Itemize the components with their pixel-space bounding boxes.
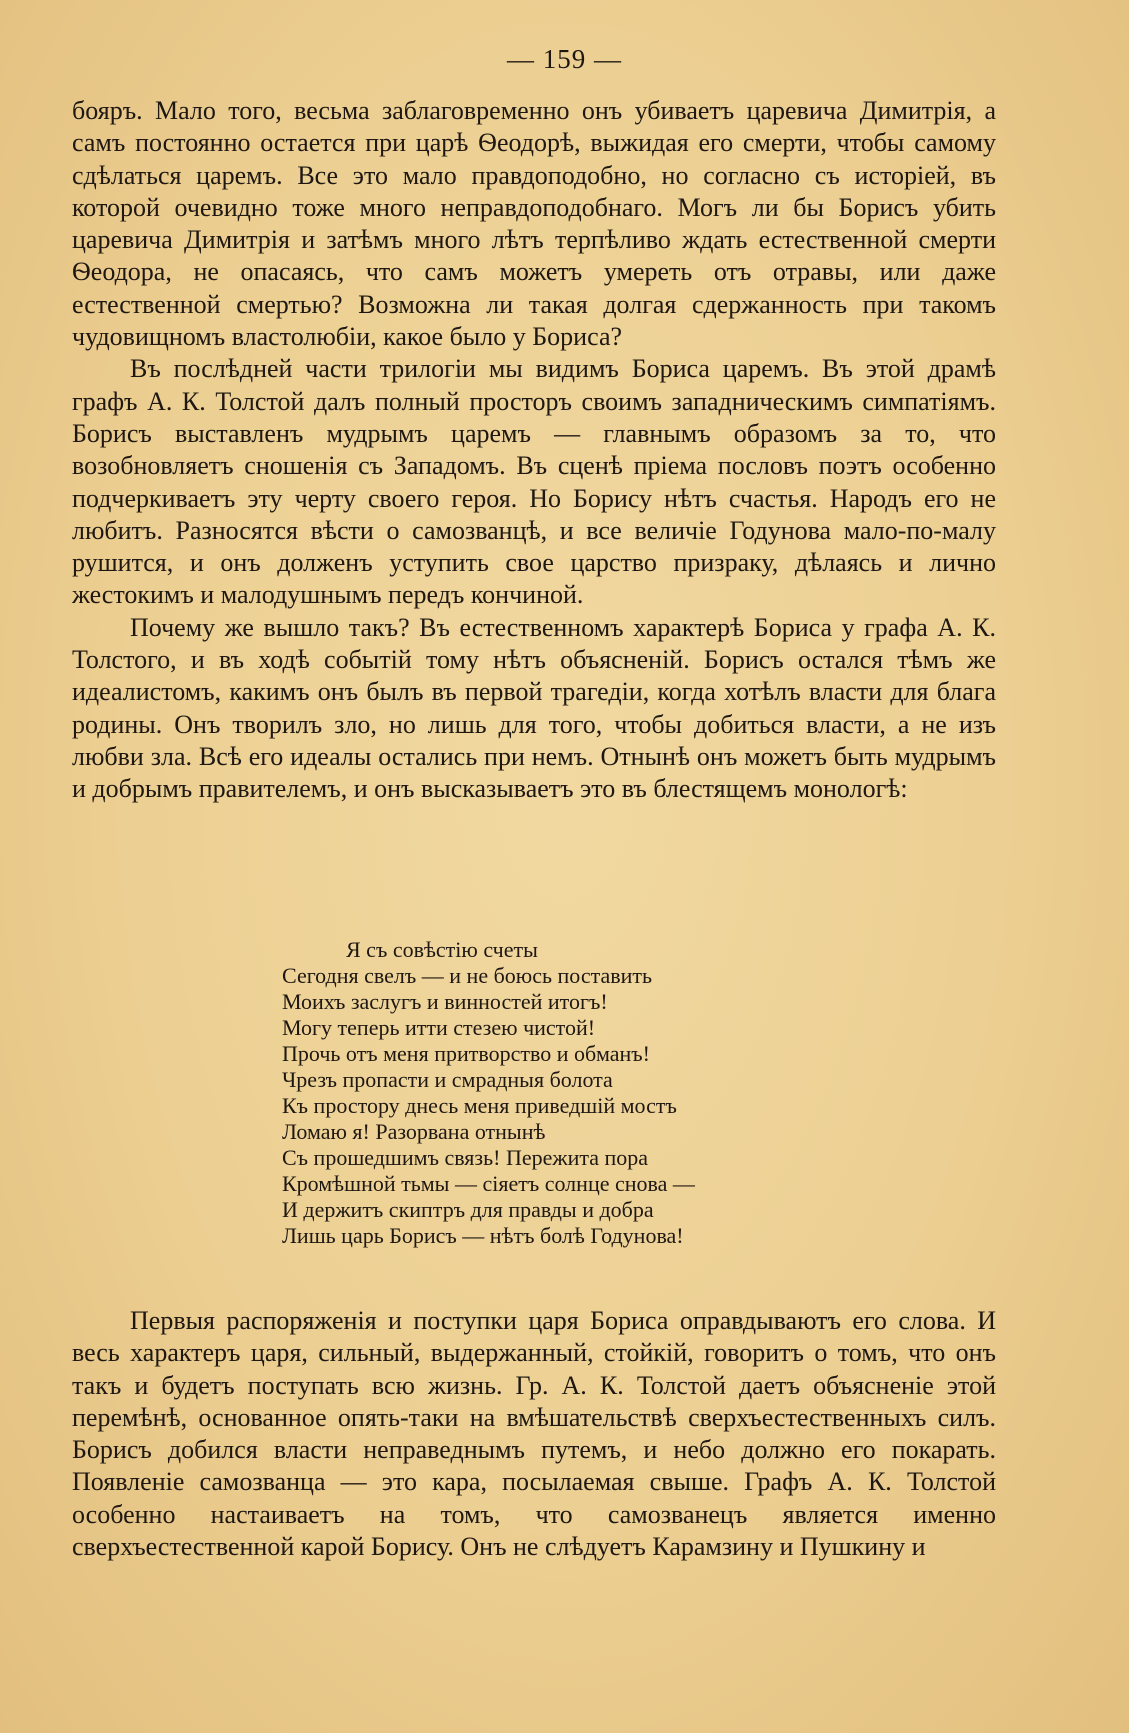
poem-quote — [282, 937, 842, 1249]
lower-text-block — [72, 1305, 996, 1563]
paragraph: Первыя распоряженія и поступки царя Бориса оправдываютъ его слова. И весь характеръ царя, сильный, выдержанный, стойкій, говоритъ о томъ, что онъ такъ и будетъ поступать всю жизнь. Гр. А. К. Толстой даетъ объясненіе этой перемѣнѣ, основанное опять-таки на вмѣшательствѣ сверхъестественныхъ силъ. Борисъ добился власти неправеднымъ путемъ, и небо должно его покарать. Появленіе самозванца — это кара, посылаемая свыше. Графъ А. К. Толстой особенно настаиваетъ на томъ, что самозванецъ является именно сверхъестественной карой Борису. Онъ не слѣдуетъ Карамзину и Пушкину и — [72, 1306, 996, 1562]
poem-line: Моихъ заслугъ и винностей итогъ! — [282, 989, 608, 1014]
paragraph: Въ послѣдней части трилогіи мы видимъ Бориса царемъ. Въ этой драмѣ графъ А. К. Толстой далъ полный просторъ своимъ западническимъ симпатіямъ. Борисъ выставленъ мудрымъ царемъ — главнымъ образомъ за то, что возобновляетъ сношенія съ Западомъ. Въ сценѣ пріема пословъ поэтъ особенно подчеркиваетъ эту черту своего героя. Но Борису нѣтъ счастья. Народъ его не любитъ. Разносятся вѣсти о самозванцѣ, и все величіе Годунова мало-по-малу рушится, и онъ долженъ уступить свое царство призраку, дѣлаясь и лично жестокимъ и малодушнымъ передъ кончиной. — [72, 354, 996, 610]
poem-line: Ломаю я! Разорвана отнынѣ — [282, 1119, 546, 1144]
page-number: — 159 — — [507, 44, 622, 74]
paragraph: бояръ. Мало того, весьма заблаговременно онъ убиваетъ царевича Димитрія, а самъ постоянно остается при царѣ Ѳеодорѣ, выжидая его смерти, чтобы самому сдѣлаться царемъ. Все это мало правдоподобно, но согласно съ исторіей, въ которой очевидно тоже много неправдоподобнаго. Могъ ли бы Борисъ убить царевича Димитрія и затѣмъ много лѣтъ терпѣливо ждать естественной смерти Ѳеодора, не опасаясь, что самъ можетъ умереть отъ отравы, или даже естественной смертью? Возможна ли такая долгая сдержанность при такомъ чудовищномъ властолюбіи, какое было у Бориса? — [72, 96, 996, 352]
upper-text-block — [72, 95, 996, 806]
poem-line: Чрезъ пропасти и смрадныя болота — [282, 1067, 613, 1092]
poem-line: Къ простору днесь меня приведшій мостъ — [282, 1093, 677, 1118]
poem-line: Сегодня свелъ — и не боюсь поставить — [282, 963, 653, 988]
poem-line: И держитъ скиптръ для правды и добра — [282, 1197, 654, 1222]
poem-line: Кромѣшной тьмы — сіяетъ солнце снова — — [282, 1171, 695, 1196]
poem-line: Могу теперь итти стезею чистой! — [282, 1015, 596, 1040]
poem-line: Лишь царь Борисъ — нѣтъ болѣ Годунова! — [282, 1223, 684, 1248]
poem-line: Съ прошедшимъ связь! Пережита пора — [282, 1145, 649, 1170]
paragraph: Почему же вышло такъ? Въ естественномъ характерѣ Бориса у графа А. К. Толстого, и въ ходѣ событій тому нѣтъ объясненій. Борисъ остался тѣмъ же идеалистомъ, какимъ онъ былъ въ первой трагедіи, когда хотѣлъ власти для блага родины. Онъ творилъ зло, но лишь для того, чтобы добиться власти, а не изъ любви зла. Всѣ его идеалы остались при немъ. Отнынѣ онъ можетъ быть мудрымъ и добрымъ правителемъ, и онъ высказываетъ это въ блестящемъ монологѣ: — [72, 612, 996, 804]
poem-line: Я съ совѣстію счеты — [346, 937, 538, 962]
poem-line: Прочь отъ меня притворство и обманъ! — [282, 1041, 650, 1066]
